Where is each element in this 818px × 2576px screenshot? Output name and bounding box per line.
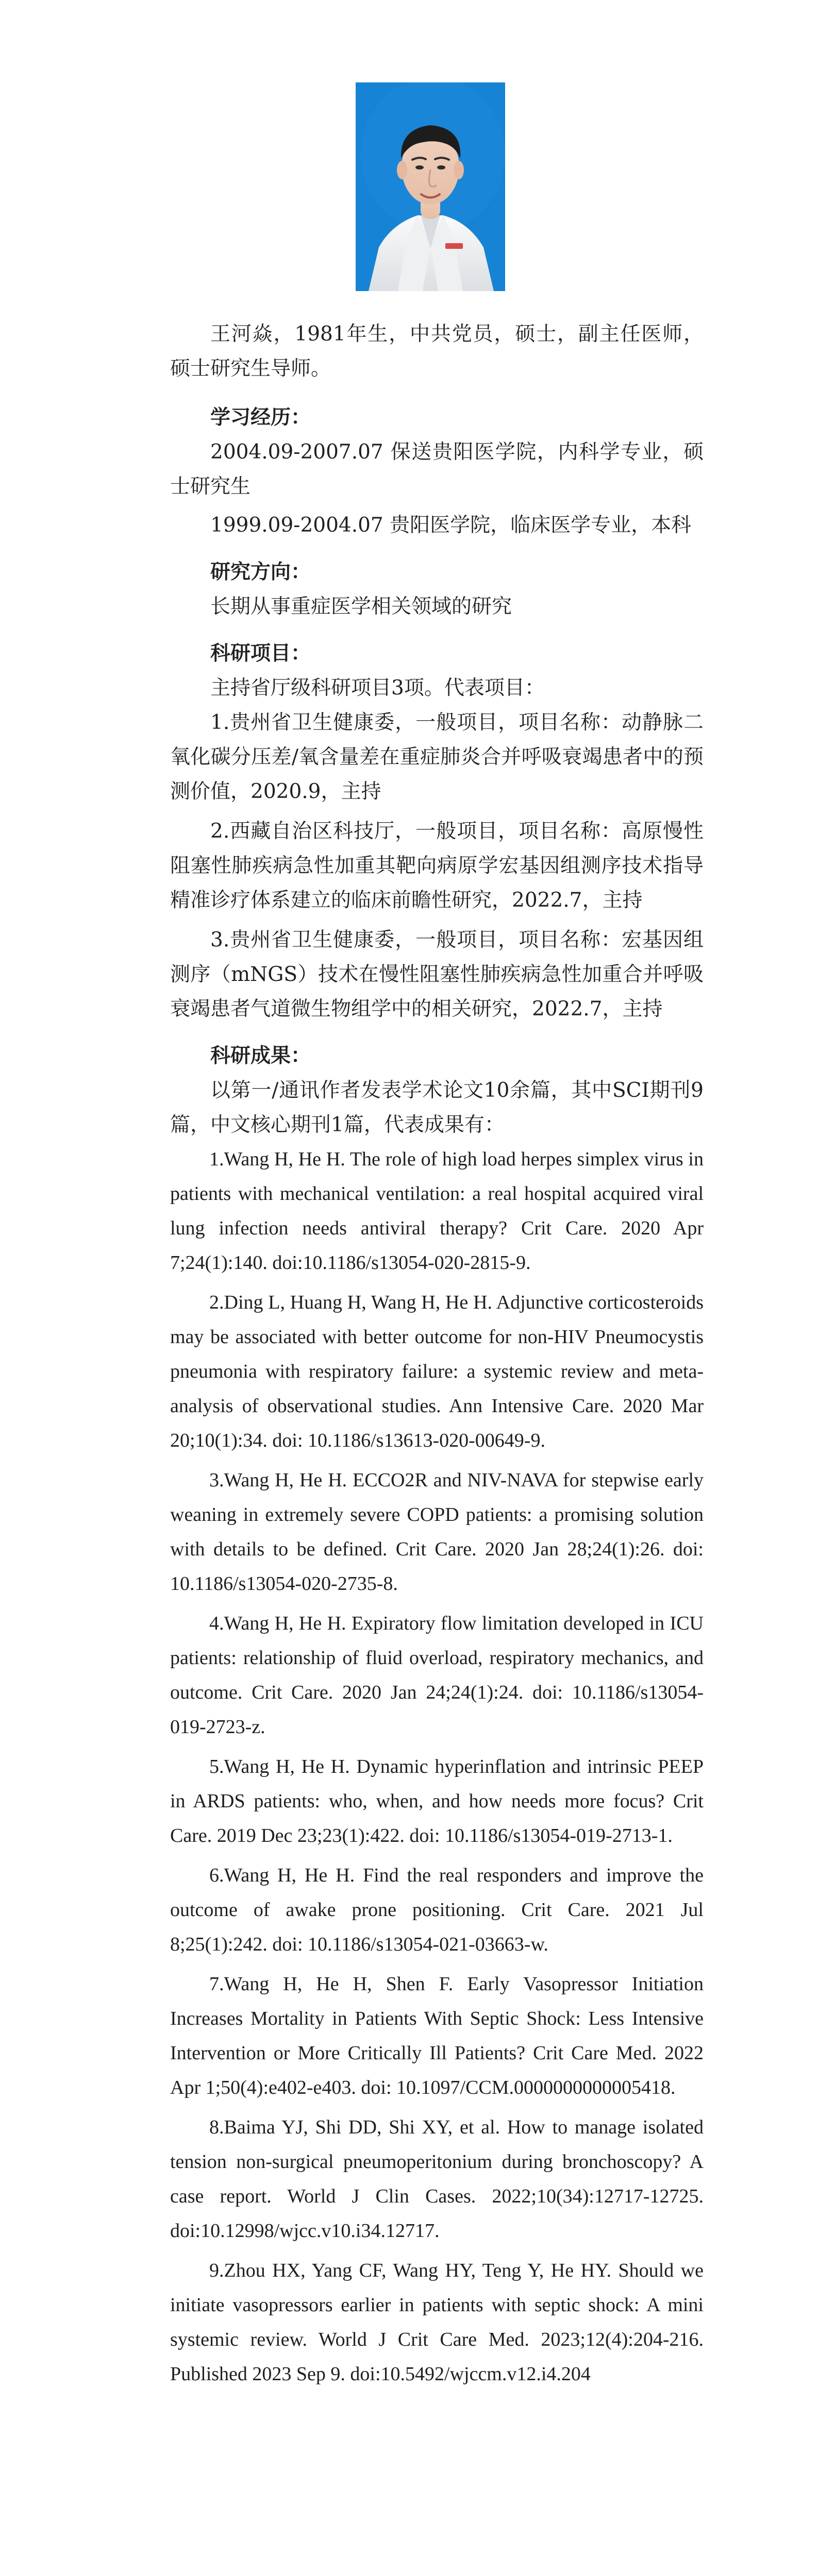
research-direction-text: 长期从事重症医学相关领域的研究: [210, 595, 512, 618]
research-achievements-summary: 以第一/通讯作者发表学术论文10余篇，其中SCI期刊9篇，中文核心期刊1篇，代表成果有：: [170, 1079, 704, 1137]
intro-paragraph: 王河焱，1981年生，中共党员，硕士，副主任医师，硕士研究生导师。: [170, 323, 704, 380]
research-achievements-heading: 科研成果：: [210, 1044, 311, 1067]
publication-item: 5.Wang H, He H. Dynamic hyperinflation and intrinsic PEEP in ARDS patients: who, when, and how needs more focus? Crit Care. 2019 Dec 23;23(1):422. doi: 10.1186/s13054-019-2713-1.: [170, 1756, 704, 1846]
research-projects-section: [170, 636, 704, 1026]
publication-item: 1.Wang H, He H. The role of high load herpes simplex virus in patients with mechanical ventilation: a real hospital acquired viral lung infection needs antiviral therapy? Crit Care. 2020 Apr 7;24(1):140. doi:10.1186/s13054-020-2815-9.: [170, 1148, 704, 1274]
research-direction-section: [170, 555, 704, 624]
publication-item: 2.Ding L, Huang H, Wang H, He H. Adjunctive corticosteroids may be associated with better outcome for non-HIV Pneumocystis pneumonia with respiratory failure: a systemic review and meta-analysis of observational studies. Ann Intensive Care. 2020 Mar 20;10(1):34. doi: 10.1186/s13613-020-00649-9.: [170, 1292, 704, 1451]
research-direction-heading: 研究方向：: [210, 560, 311, 584]
publication-item: 4.Wang H, He H. Expiratory flow limitation developed in ICU patients: relationship of fluid overload, respiratory mechanics, and outcome. Crit Care. 2020 Jan 24;24(1):24. doi: 10.1186/s13054-019-2723-z.: [170, 1613, 704, 1738]
publication-item: 6.Wang H, He H. Find the real responders and improve the outcome of awake prone positioning. Crit Care. 2021 Jul 8;25(1):242. doi: 10.1186/s13054-021-03663-w.: [170, 1865, 704, 1955]
publication-item: 9.Zhou HX, Yang CF, Wang HY, Teng Y, He HY. Should we initiate vasopressors earlier in patients with septic shock: A mini systemic review. World J Crit Care Med. 2023;12(4):204-216. Published 2023 Sep 9. doi:10.5492/wjccm.v12.i4.204: [170, 2260, 704, 2385]
project-item: 2.西藏自治区科技厅，一般项目，项目名称：高原慢性阻塞性肺疾病急性加重其靶向病原学宏基因组测序技术指导精准诊疗体系建立的临床前瞻性研究，2022.7，主持: [170, 820, 704, 912]
education-heading: 学习经历：: [210, 405, 311, 429]
education-item: 1999.09-2004.07 贵阳医学院，临床医学专业，本科: [210, 514, 692, 537]
research-projects-heading: 科研项目：: [210, 641, 311, 665]
publication-item: 7.Wang H, He H, Shen F. Early Vasopressor Initiation Increases Mortality in Patients With Septic Shock: Less Intensive Intervention or More Critically Ill Patients? Crit Care Med. 2022 Apr 1;50(4):e402-e403. doi: 10.1097/CCM.0000000000005418.: [170, 1973, 704, 2098]
research-achievements-section: [170, 1039, 704, 2392]
research-projects-summary: 主持省厅级科研项目3项。代表项目：: [210, 676, 545, 700]
education-item: 2004.09-2007.07 保送贵阳医学院，内科学专业，硕士研究生: [170, 440, 704, 498]
project-item: 3.贵州省卫生健康委，一般项目，项目名称：宏基因组测序（mNGS）技术在慢性阻塞性肺疾病急性加重合并呼吸衰竭患者气道微生物组学中的相关研究，2022.7，主持: [170, 928, 704, 1021]
education-section: [170, 400, 704, 543]
profile-content: [170, 317, 704, 2404]
project-item: 1.贵州省卫生健康委，一般项目，项目名称：动静脉二氧化碳分压差/氧含量差在重症肺炎合并呼吸衰竭患者中的预测价值，2020.9，主持: [170, 711, 704, 803]
publication-item: 3.Wang H, He H. ECCO2R and NIV-NAVA for stepwise early weaning in extremely severe COPD patients: a promising solution with details to be defined. Crit Care. 2020 Jan 28;24(1):26. doi: 10.1186/s13054-020-2735-8.: [170, 1469, 704, 1595]
publication-item: 8.Baima YJ, Shi DD, Shi XY, et al. How to manage isolated tension non-surgical pneumoperitonium during bronchoscopy? A case report. World J Clin Cases. 2022;10(34):12717-12725. doi:10.12998/wjcc.v10.i34.12717.: [170, 2116, 704, 2242]
portrait-photo: [356, 82, 505, 291]
